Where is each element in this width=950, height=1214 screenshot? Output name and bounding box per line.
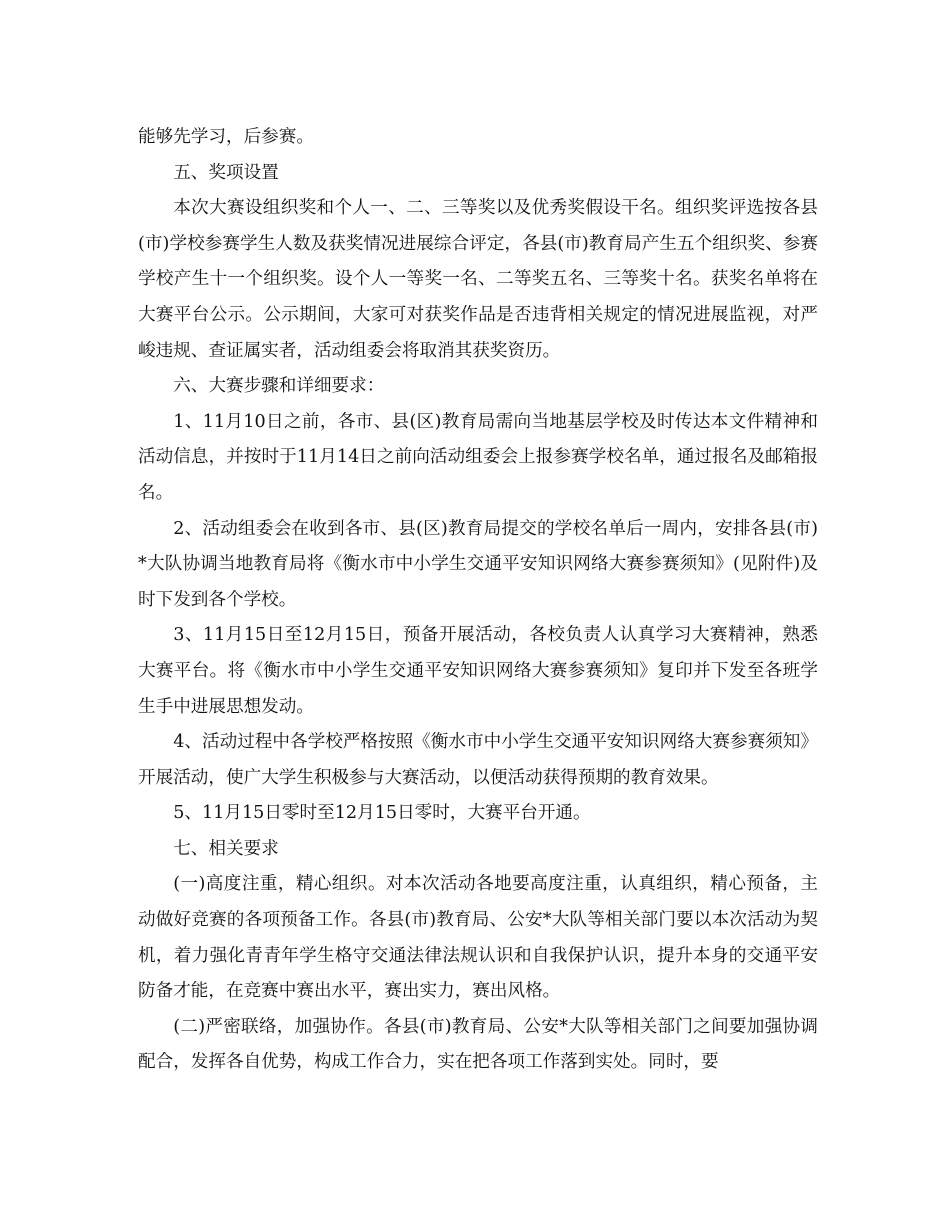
heading-contest-steps: 六、大赛步骤和详细要求： [173, 376, 385, 397]
paragraph-step-4: 4、活动过程中各学校严格按照《衡水市中小学生交通平安知识网络大赛参赛须知》开展活动，使广大学生积极参与大赛活动，以便活动获得预期的教育效果。 [138, 732, 818, 788]
paragraph-continuation: 能够先学习，后参赛。 [138, 127, 314, 147]
paragraph-requirement-1: (一)高度注重，精心组织。对本次活动各地要高度注重，认真组织，精心预备，主动做好竞赛的各项预备工作。各县(市)教育局、公安*大队等相关部门要以本次活动为契机，着力强化青青年学生格守交通法律法规认识和自我保护认识，提升本身的交通平安防备才能，在竞赛中赛出水平，赛出实力，赛出风格。 [138, 874, 818, 1002]
heading-requirements: 七、相关要求 [173, 838, 279, 859]
paragraph-step-1: 1、11月10日之前，各市、县(区)教育局需向当地基层学校及时传达本文件精神和活动信息，并按时于11月14日之前向活动组委会上报参赛学校名单，通过报名及邮箱报名。 [138, 411, 818, 503]
document-body [138, 120, 818, 1081]
paragraph-step-5: 5、11月15日零时至12月15日零时，大赛平台开通。 [173, 803, 591, 824]
paragraph-award-details: 本次大赛设组织奖和个人一、二、三等奖以及优秀奖假设干名。组织奖评选按各县(市)学校参赛学生人数及获奖情况进展综合评定，各县(市)教育局产生五个组织奖、参赛学校产生十一个组织奖。设个人一等奖一名、二等奖五名、三等奖十名。获奖名单将在大赛平台公示。公示期间，大家可对获奖作品是否违背相关规定的情况进展监视，对严峻违规、查证属实者，活动组委会将取消其获奖资历。 [138, 198, 818, 361]
paragraph-requirement-2: (二)严密联络，加强协作。各县(市)教育局、公安*大队等相关部门之间要加强协调配合，发挥各自优势，构成工作合力，实在把各项工作落到实处。同时，要 [138, 1016, 818, 1073]
paragraph-step-2: 2、活动组委会在收到各市、县(区)教育局提交的学校名单后一周内，安排各县(市)*大队协调当地教育局将《衡水市中小学生交通平安知识网络大赛参赛须知》(见附件)及时下发到各个学校。 [138, 518, 818, 610]
heading-award-settings: 五、奖项设置 [173, 162, 279, 183]
paragraph-step-3: 3、11月15日至12月15日，预备开展活动，各校负责人认真学习大赛精神，熟悉大赛平台。将《衡水市中小学生交通平安知识网络大赛参赛须知》复印并下发至各班学生手中进展思想发动。 [138, 625, 818, 717]
